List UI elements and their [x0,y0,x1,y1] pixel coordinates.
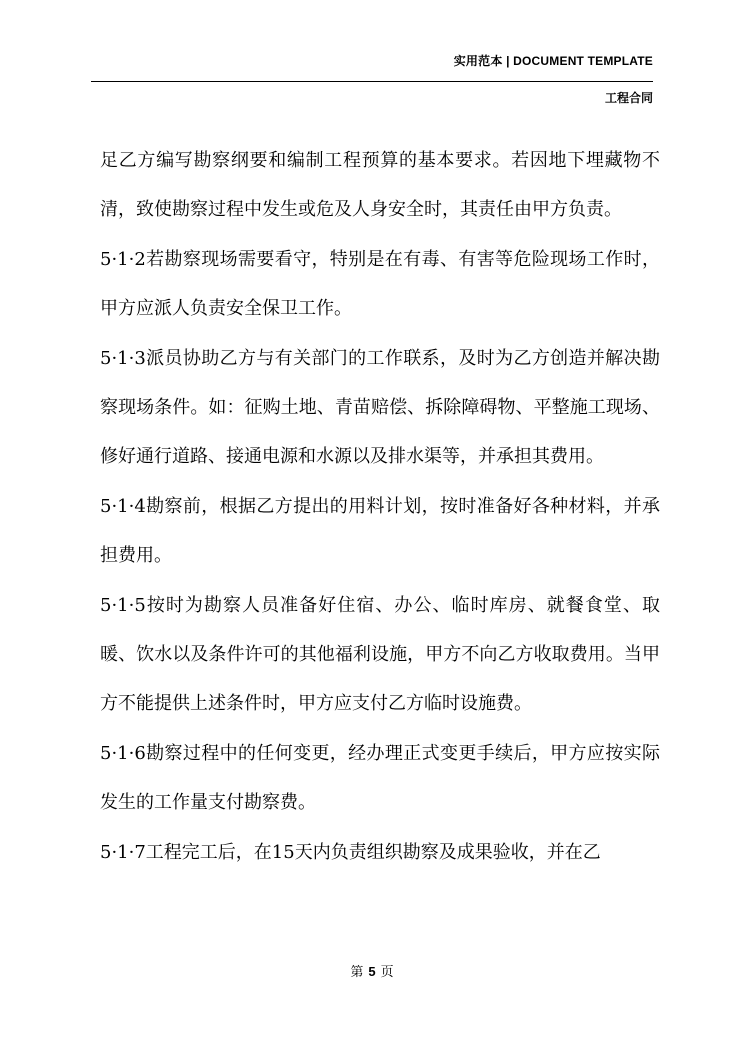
document-body [100,136,660,877]
paragraph: 5·1·4勘察前，根据乙方提出的用料计划，按时准备好各种材料，并承担费用。 [100,495,660,567]
header-title: 实用范本 | DOCUMENT TEMPLATE [453,54,653,68]
page-suffix: 页 [380,965,394,980]
paragraph: 5·1·3派员协助乙方与有关部门的工作联系，及时为乙方创造并解决勘察现场条件。如：征购土地、青苗赔偿、拆除障碍物、平整施工现场、修好通行道路、接通电源和水源以及排水渠等，并承担其费用。 [100,347,660,468]
paragraph: 5·1·7工程完工后，在15天内负责组织勘察及成果验收，并在乙 [100,841,601,863]
header-divider [91,81,653,82]
page-prefix: 第 [350,965,364,980]
page-footer [0,961,744,980]
page-number: 5 [368,964,376,979]
paragraph: 5·1·6勘察过程中的任何变更，经办理正式变更手续后，甲方应按实际发生的工作量支付勘察费。 [100,742,660,814]
paragraph: 5·1·2若勘察现场需要看守，特别是在有毒、有害等危险现场工作时，甲方应派人负责安全保卫工作。 [100,248,660,320]
paragraph: 足乙方编写勘察纲要和编制工程预算的基本要求。若因地下埋藏物不清，致使勘察过程中发生或危及人身安全时，其责任由甲方负责。 [100,150,660,221]
paragraph: 5·1·5按时为勘察人员准备好住宿、办公、临时库房、就餐食堂、取暖、饮水以及条件许可的其他福利设施，甲方不向乙方收取费用。当甲方不能提供上述条件时，甲方应支付乙方临时设施费。 [100,594,660,715]
header-subtitle: 工程合同 [604,91,653,105]
